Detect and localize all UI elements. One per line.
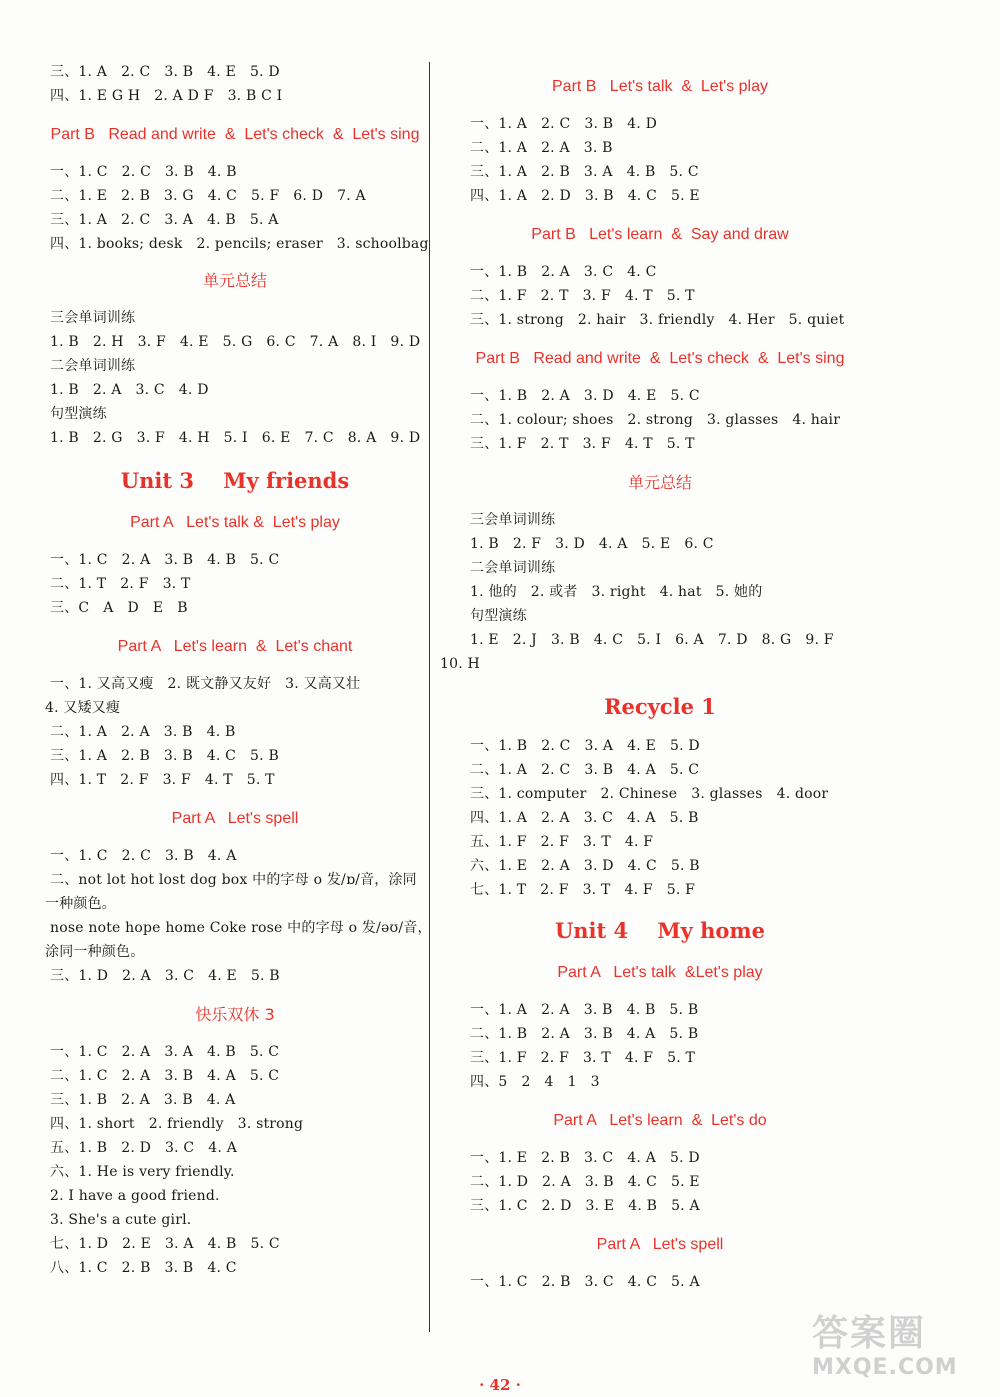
unit-title: Unit 3 My friends [120,468,350,493]
answer-line: 六、1. He is very friendly. [50,1164,235,1180]
answer-line: 三、1. A 2. B 3. B 4. C 5. B [50,748,279,764]
answer-line: 六、1. E 2. A 3. D 4. C 5. B [470,858,700,874]
spacer [50,148,420,160]
answer-line: 四、1. E G H 2. A D F 3. B C I [50,88,283,104]
spacer [50,498,420,510]
spacer [50,988,420,1002]
answer-line: 七、1. T 2. F 3. T 4. F 5. F [470,882,696,898]
answer-line: 二、1. T 2. F 3. T [50,576,191,592]
answer-line: 二、1. B 2. A 3. B 4. A 5. B [470,1026,699,1042]
part-title: Part A Let's talk & Let's play [130,514,340,531]
spacer [470,248,850,260]
answer-line: 一、1. C 2. C 3. B 4. A [50,848,237,864]
answer-line: 二会单词训练 [470,560,556,576]
answer-line: 1. B 2. G 3. F 4. H 5. I 6. E 7. C 8. A 9. D [50,430,421,446]
answer-line: 1. B 2. A 3. C 4. D [50,382,209,398]
spacer [470,1218,850,1232]
answer-line: 1. E 2. J 3. B 4. C 5. I 6. A 7. D 8. G 9. F [470,632,834,648]
section-title: 单元总结 [202,271,267,290]
answer-line: 三、1. C 2. D 3. E 4. B 5. A [470,1198,700,1214]
answer-line: 1. B 2. H 3. F 4. E 5. G 6. C 7. A 8. I 9. D [50,334,421,350]
answer-line: 1. 他的 2. 或者 3. right 4. hat 5. 她的 [470,584,763,600]
part-title: Part B Let's talk & Let's play [552,78,768,95]
part-title: Part A Let's learn & Let's do [553,1112,767,1129]
answer-line: 二、1. A 2. A 3. B [470,140,613,156]
spacer [470,456,850,470]
right-column [440,60,850,1294]
spacer [50,536,420,548]
page-number: · 42 · [479,1376,521,1394]
answer-line: 二、not lot hot lost dog box 中的字母 o 发/ɒ/音，涂同 [50,872,417,888]
part-title: Part B Read and write & Let's check & Let's sing [50,126,420,143]
unit-title: Unit 4 My home [554,918,766,943]
answer-line: 二会单词训练 [50,358,136,374]
answer-line: 五、1. F 2. F 3. T 4. F [470,834,654,850]
answer-line: 四、5 2 4 1 3 [470,1074,600,1090]
spacer [470,986,850,998]
answer-line: 10. H [440,656,480,672]
answer-line: 二、1. D 2. A 3. B 4. C 5. E [470,1174,700,1190]
spacer [470,676,850,690]
answer-line: 二、1. E 2. B 3. G 4. C 5. F 6. D 7. A [50,188,366,204]
answer-line: 二、1. A 2. A 3. B 4. B [50,724,236,740]
answer-line: 三、1. A 2. B 3. A 4. B 5. C [470,164,699,180]
spacer [50,792,420,806]
answer-line: 五、1. B 2. D 3. C 4. A [50,1140,238,1156]
spacer [470,496,850,508]
answer-line: 一、1. E 2. B 3. C 4. A 5. D [470,1150,700,1166]
answer-line: 三、1. D 2. A 3. C 4. E 5. B [50,968,280,984]
answer-line: 一种颜色。 [45,896,116,912]
spacer [470,372,850,384]
answer-line: 一、1. C 2. C 3. B 4. B [50,164,237,180]
answer-line: 一、1. A 2. A 3. B 4. B 5. B [470,1002,699,1018]
answer-line: 二、1. A 2. C 3. B 4. A 5. C [470,762,700,778]
answer-line: 一、1. B 2. A 3. D 4. E 5. C [470,388,700,404]
answer-line: 一、1. 又高又瘦 2. 既文静又友好 3. 又高又壮 [50,676,361,692]
spacer [470,724,850,734]
section-title: 单元总结 [627,473,692,492]
answer-line: 四、1. A 2. D 3. B 4. C 5. E [470,188,700,204]
part-title: Part A Let's spell [171,810,299,827]
spacer [50,660,420,672]
answer-line: 三、C A D E B [50,600,188,616]
watermark-text-bottom: MXQE.COM [812,1355,958,1380]
answer-line: 3. She's a cute girl. [50,1212,192,1228]
spacer [470,1134,850,1146]
left-column [45,60,432,1280]
answer-line: 一、1. C 2. B 3. C 4. C 5. A [470,1274,700,1290]
spacer [470,1258,850,1270]
answer-line: 四、1. T 2. F 3. F 4. T 5. T [50,772,275,788]
spacer [470,60,850,74]
spacer [470,208,850,222]
answer-line: 八、1. C 2. B 3. B 4. C [50,1260,237,1276]
answer-line: 二、1. F 2. T 3. F 4. T 5. T [470,288,695,304]
spacer [50,620,420,634]
answer-line: 三、1. strong 2. hair 3. friendly 4. Her 5. quiet [470,312,845,328]
answer-line: 一、1. C 2. A 3. A 4. B 5. C [50,1044,280,1060]
answer-line: 三会单词训练 [470,512,556,528]
spacer [470,902,850,914]
spacer [50,256,420,268]
answer-line: 二、1. C 2. A 3. B 4. A 5. C [50,1068,280,1084]
answer-line: 三、1. B 2. A 3. B 4. A [50,1092,236,1108]
answer-line: 四、1. short 2. friendly 3. strong [50,1116,304,1132]
answer-line: 句型演练 [470,608,527,624]
answer-line: 一、1. B 2. A 3. C 4. C [470,264,657,280]
part-title: Part A Let's talk &Let's play [557,964,763,981]
unit-title: Recycle 1 [604,694,716,719]
part-title: Part A Let's spell [596,1236,724,1253]
answer-line: 三、1. A 2. C 3. A 4. B 5. A [50,212,279,228]
answer-line: 一、1. A 2. C 3. B 4. D [470,116,658,132]
answer-line: 三、1. A 2. C 3. B 4. E 5. D [50,64,280,80]
answer-line: 2. I have a good friend. [50,1188,220,1204]
answer-line: 三、1. F 2. T 3. F 4. T 5. T [470,436,695,452]
answer-line: 四、1. A 2. A 3. C 4. A 5. B [470,810,699,826]
part-title: Part A Let's learn & Let's chant [117,638,353,655]
answer-line: 四、1. books; desk 2. pencils; eraser 3. schoolbag [50,236,429,252]
watermark-logo [812,1312,992,1392]
answer-line: 三、1. F 2. F 3. T 4. F 5. T [470,1050,696,1066]
spacer [470,100,850,112]
spacer [50,832,420,844]
spacer [50,108,420,122]
answer-line: 4. 又矮又瘦 [45,700,121,716]
answer-line: 二、1. colour; shoes 2. strong 3. glasses 4. hair [470,412,841,428]
part-title: Part B Read and write & Let's check & Let's sing [475,350,845,367]
answer-line: 涂同一种颜色。 [45,944,145,960]
answer-line: 七、1. D 2. E 3. A 4. B 5. C [50,1236,280,1252]
answer-line: 三会单词训练 [50,310,136,326]
spacer [470,1094,850,1108]
answer-line: 一、1. C 2. A 3. B 4. B 5. C [50,552,280,568]
watermark-text-top: 答案圈 [812,1313,927,1354]
spacer [50,294,420,306]
answer-line: nose note hope home Coke rose 中的字母 o 发/əʊ/音， [50,920,432,936]
part-title: Part B Let's learn & Say and draw [531,226,789,243]
answer-line: 三、1. computer 2. Chinese 3. glasses 4. door [470,786,829,802]
answer-line: 句型演练 [50,406,107,422]
spacer [50,1028,420,1040]
spacer [470,332,850,346]
section-title: 快乐双休 3 [195,1005,275,1024]
spacer [50,450,420,464]
column-divider [429,62,430,1332]
answer-line: 一、1. B 2. C 3. A 4. E 5. D [470,738,700,754]
spacer [470,948,850,960]
answer-line: 1. B 2. F 3. D 4. A 5. E 6. C [470,536,714,552]
